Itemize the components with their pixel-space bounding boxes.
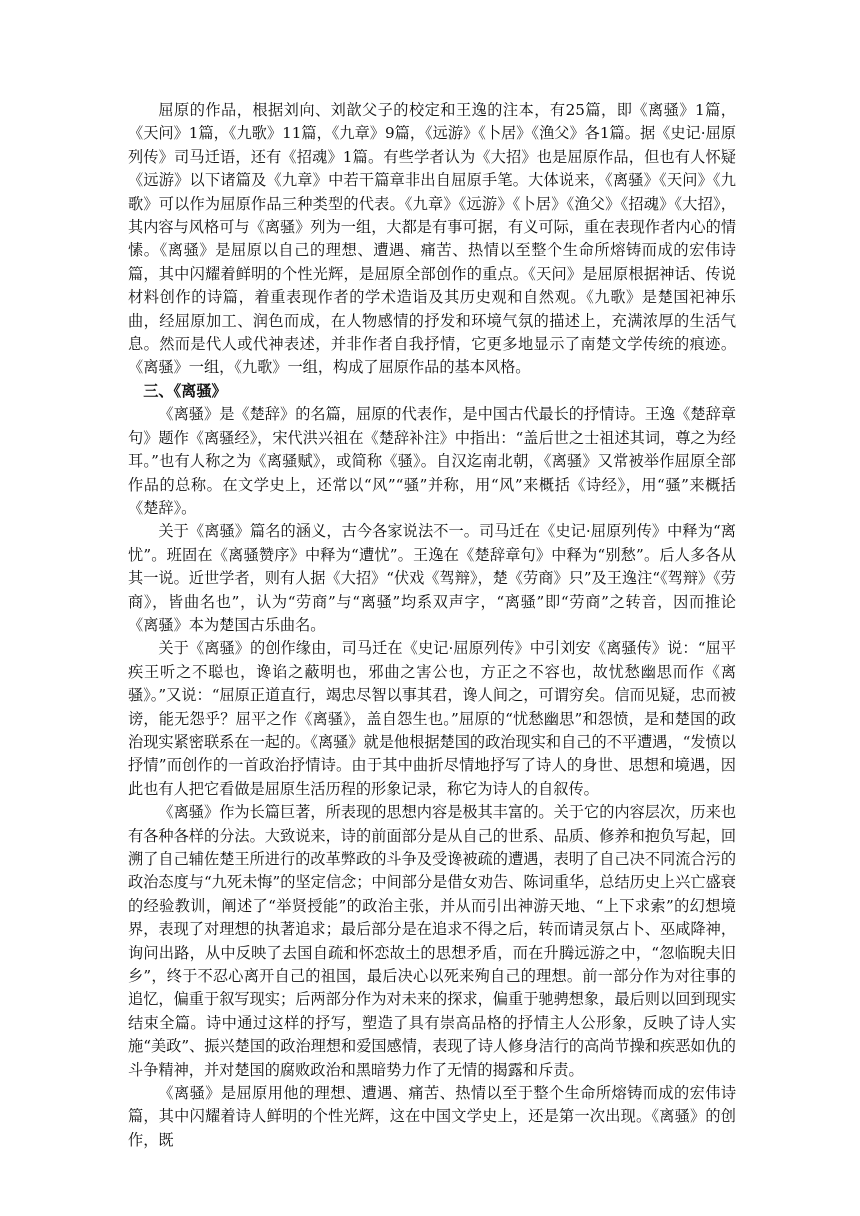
paragraph-content-structure: 《离骚》作为长篇巨著，所表现的思想内容是极其丰富的。关于它的内容层次，历来也有各种各样的分法。大致说来，诗的前面部分是从自己的世系、品质、修养和抱负写起，回溯了自己辅佐楚王所进行的改革弊政的斗争及受谗被疏的遭遇，表明了自己决不同流合污的政治态度与“九死未悔”的坚定信念；中间部分是借女劝告、陈词重华，总结历史上兴亡盛衰的经验教训，阐述了“举贤授能”的政治主张，并从而引出神游天地、“上下求索”的幻想境界，表现了对理想的执著追求；最后部分是在追求不得之后，转而请灵氛占卜、巫咸降神，询问出路，从中反映了去国自疏和怀恋故土的思想矛盾，而在升腾远游之中，“忽临睨夫旧乡”，终于不忍心离开自己的祖国，最后决心以死来殉自己的理想。前一部分作为对往事的追忆，偏重于叙写现实；后两部分作为对未来的探求，偏重于驰骋想象，最后则以回到现实结束全篇。诗中通过这样的抒写，塑造了具有崇高品格的抒情主人公形象，反映了诗人实施“美政”、振兴楚国的政治理想和爱国感情，表现了诗人修身洁行的高尚节操和疾恶如仇的斗争精神，并对楚国的腐败政治和黑暗势力作了无情的揭露和斥责。	[128, 803, 736, 1079]
paragraph-creation-cause: 关于《离骚》的创作缘由，司马迁在《史记·屈原列传》中引刘安《离骚传》说：“屈平疾王听之不聪也，谗谄之蔽明也，邪曲之害公也，方正之不容也，故忧愁幽思而作《离骚》。”又说：“屈原正道直行，竭忠尽智以事其君，谗人间之，可谓穷矣。信而见疑，忠而被谤，能无怨乎？屈平之作《离骚》，盖自怨生也。”屈原的“忧愁幽思”和怨愤，是和楚国的政治现实紧密联系在一起的。《离骚》就是他根据楚国的政治现实和自己的不平遭遇，“发愤以抒情”而创作的一首政治抒情诗。由于其中曲折尽情地抒写了诗人的身世、思想和境遇，因此也有人把它看做是屈原生活历程的形象记录，称它为诗人的自叙传。	[128, 639, 736, 798]
paragraph-title-meaning: 关于《离骚》篇名的涵义，古今各家说法不一。司马迁在《史记·屈原列传》中释为“离忧”。班固在《离骚赞序》中释为“遭忧”。王逸在《楚辞章句》中释为“别愁”。后人多各从其一说。近世学者，则有人据《大招》“伏戏《驾辩》，楚《劳商》只”及王逸注“《驾辩》《劳商》，皆曲名也”，认为“劳商”与“离骚”均系双声字，“离骚”即“劳商”之转音，因而推论《离骚》本为楚国古乐曲名。	[128, 522, 736, 634]
section-heading-lisao: 三、《离骚》	[143, 381, 227, 400]
paragraph-works-overview: 屈原的作品，根据刘向、刘歆父子的校定和王逸的注本，有25篇，即《离骚》1篇，《天问》1篇，《九歌》11篇，《九章》9篇，《远游》《卜居》《渔父》各1篇。据《史记·屈原列传》司马迁语，还有《招魂》1篇。有些学者认为《大招》也是屈原作品，但也有人怀疑《远游》以下诸篇及《九章》中若干篇章非出自屈原手笔。大体说来，《离骚》《天问》《九歌》可以作为屈原作品三种类型的代表。《九章》《远游》《卜居》《渔父》《招魂》《大招》，其内容与风格可与《离骚》列为一组，大都是有事可据，有义可际，重在表现作者内心的情愫。《离骚》是屈原以自己的理想、遭遇、痛苦、热情以至整个生命所熔铸而成的宏伟诗篇，其中闪耀着鲜明的个性光辉，是屈原全部创作的重点。《天问》是屈原根据神话、传说材料创作的诗篇，着重表现作者的学术造诣及其历史观和自然观。《九歌》是楚国祀神乐曲，经屈原加工、润色而成，在人物感情的抒发和环境气氛的描述上，充满浓厚的生活气息。然而是代人或代神表述，并非作者自我抒情，它更多地显示了南楚文学传统的痕迹。《离骚》一组，《九歌》一组，构成了屈原作品的基本风格。	[128, 101, 736, 377]
paragraph-lisao-intro: 《离骚》是《楚辞》的名篇，屈原的代表作，是中国古代最长的抒情诗。王逸《楚辞章句》题作《离骚经》，宋代洪兴祖在《楚辞补注》中指出：“盖后世之士祖述其词，尊之为经耳。”也有人称之为《离骚赋》，或简称《骚》。自汉迄南北朝，《离骚》又常被举作屈原全部作品的总称。在文学史上，还常以“风”“骚”并称，用“风”来概括《诗经》，用“骚”来概括《楚辞》。	[128, 405, 736, 517]
document-body	[128, 99, 736, 1152]
paragraph-significance: 《离骚》是屈原用他的理想、遭遇、痛苦、热情以至于整个生命所熔铸而成的宏伟诗篇，其中闪耀着诗人鲜明的个性光辉，这在中国文学史上，还是第一次出现。《离骚》的创作，既	[128, 1084, 736, 1149]
